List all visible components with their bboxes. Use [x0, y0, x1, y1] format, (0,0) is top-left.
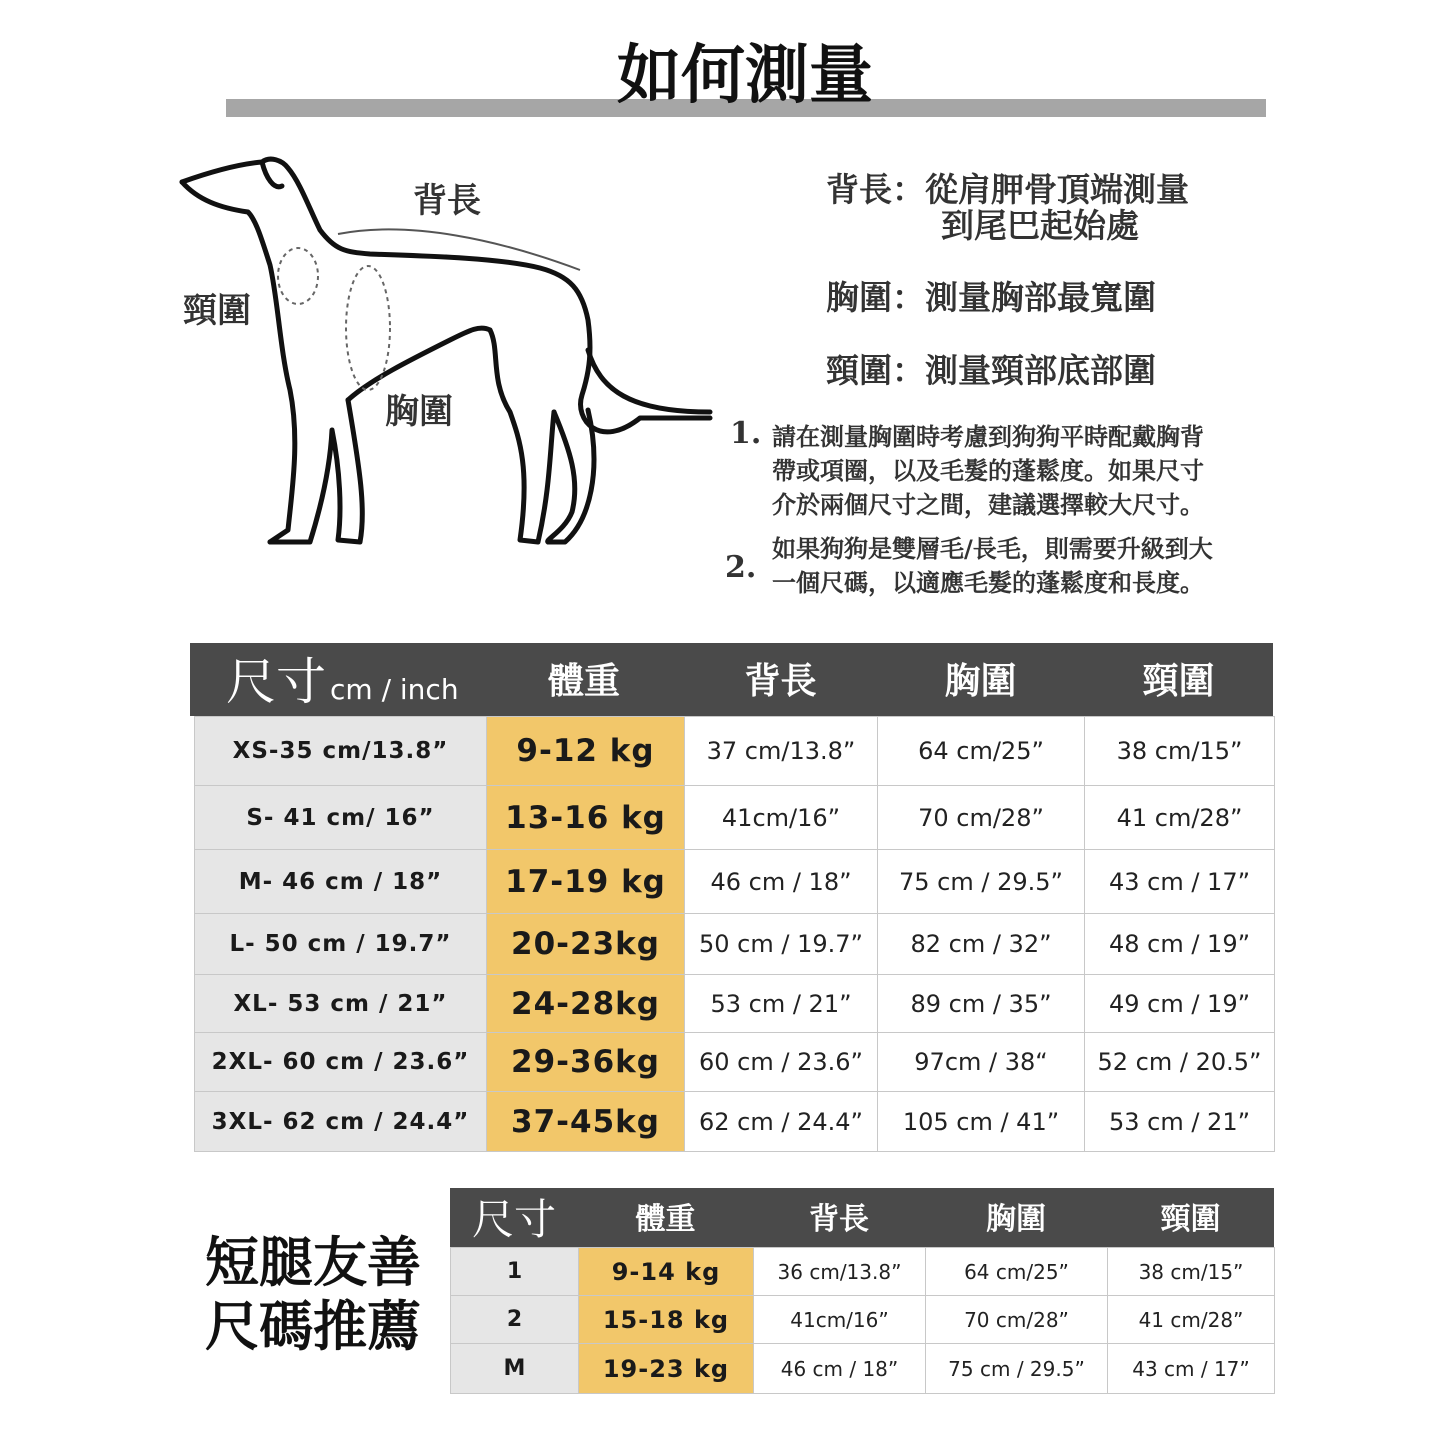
- neck-cell: 43 cm / 17”: [1108, 1344, 1275, 1394]
- chest-cell: 89 cm / 35”: [878, 975, 1085, 1033]
- back-cell: 60 cm / 23.6”: [685, 1033, 878, 1092]
- short-leg-title-line1: 短腿友善: [205, 1230, 421, 1294]
- short-leg-title-line2: 尺碼推薦: [205, 1294, 421, 1358]
- definition-neck: [826, 353, 1156, 389]
- definition-label: 胸圍：: [826, 278, 925, 317]
- short-header-neck: 頸圍: [1160, 1202, 1221, 1237]
- size-table-header: [190, 643, 1273, 716]
- size-table-row: [195, 975, 1275, 1033]
- size-cell: S- 41 cm/ 16”: [195, 786, 487, 850]
- short-table-row: [451, 1248, 1275, 1296]
- chest-cell: 64 cm/25”: [926, 1248, 1108, 1296]
- back-cell: 41cm/16”: [754, 1296, 926, 1344]
- chest-cell: 105 cm / 41”: [878, 1092, 1085, 1152]
- weight-cell: 17-19 kg: [487, 850, 685, 914]
- definition-text: 測量頸部底部圍: [925, 351, 1156, 390]
- dog-label-back: 背長: [413, 181, 481, 221]
- neck-cell: 41 cm/28”: [1085, 786, 1275, 850]
- weight-cell: 9-14 kg: [579, 1248, 754, 1296]
- neck-cell: 48 cm / 19”: [1085, 914, 1275, 975]
- note-line: 介於兩個尺寸之間，建議選擇較大尺寸。: [772, 491, 1204, 519]
- chest-cell: 82 cm / 32”: [878, 914, 1085, 975]
- neck-cell: 49 cm / 19”: [1085, 975, 1275, 1033]
- note-2: [772, 532, 1213, 600]
- size-cell: 3XL- 62 cm / 24.4”: [195, 1092, 487, 1152]
- note-line: 帶或項圈，以及毛髮的蓬鬆度。如果尺寸: [772, 457, 1204, 485]
- header-neck: 頸圍: [1142, 661, 1215, 702]
- size-table-row: [195, 1033, 1275, 1092]
- weight-cell: 24-28kg: [487, 975, 685, 1033]
- note-line: 一個尺碼，以適應毛髮的蓬鬆度和長度。: [772, 569, 1204, 597]
- definition-chest: [826, 280, 1156, 316]
- back-cell: 53 cm / 21”: [685, 975, 878, 1033]
- short-table-row: [451, 1296, 1275, 1344]
- neck-cell: 43 cm / 17”: [1085, 850, 1275, 914]
- back-cell: 36 cm/13.8”: [754, 1248, 926, 1296]
- neck-cell: 53 cm / 21”: [1085, 1092, 1275, 1152]
- header-size: [190, 643, 484, 716]
- short-header-back: 背長: [809, 1202, 869, 1237]
- header-size-label: 尺寸: [226, 653, 326, 711]
- chest-cell: 97cm / 38“: [878, 1033, 1085, 1092]
- weight-cell: 37-45kg: [487, 1092, 685, 1152]
- note-number: 2.: [725, 550, 757, 585]
- weight-cell: 20-23kg: [487, 914, 685, 975]
- definition-back-line2: 到尾巴起始處: [941, 206, 1139, 245]
- size-cell: XS-35 cm/13.8”: [195, 717, 487, 786]
- back-cell: 46 cm / 18”: [754, 1344, 926, 1394]
- weight-cell: 15-18 kg: [579, 1296, 754, 1344]
- dog-label-neck: 頸圍: [183, 291, 251, 331]
- back-cell: 46 cm / 18”: [685, 850, 878, 914]
- size-table-row: [195, 850, 1275, 914]
- definition-label: 背長：: [826, 170, 925, 209]
- weight-cell: 19-23 kg: [579, 1344, 754, 1394]
- chest-cell: 70 cm/28”: [926, 1296, 1108, 1344]
- header-chest: 胸圍: [944, 661, 1017, 702]
- short-table-row: [451, 1344, 1275, 1394]
- size-cell: XL- 53 cm / 21”: [195, 975, 487, 1033]
- back-cell: 37 cm/13.8”: [685, 717, 878, 786]
- note-line: 如果狗狗是雙層毛/長毛，則需要升級到大: [772, 535, 1213, 563]
- back-cell: 62 cm / 24.4”: [685, 1092, 878, 1152]
- size-table-row: [195, 1092, 1275, 1152]
- short-leg-title: [205, 1230, 445, 1358]
- back-cell: 50 cm / 19.7”: [685, 914, 878, 975]
- header-unit: cm / inch: [330, 673, 459, 706]
- chest-cell: 75 cm / 29.5”: [926, 1344, 1108, 1394]
- neck-cell: 38 cm/15”: [1085, 717, 1275, 786]
- note-1: [772, 420, 1204, 522]
- page-title: 如何測量: [617, 38, 873, 113]
- short-table-header: [450, 1188, 1274, 1247]
- chest-cell: 64 cm/25”: [878, 717, 1085, 786]
- definition-label: 頸圍：: [826, 351, 925, 390]
- size-table-row: [195, 717, 1275, 786]
- header-back: 背長: [744, 661, 817, 702]
- neck-cell: 41 cm/28”: [1108, 1296, 1275, 1344]
- weight-cell: 9-12 kg: [487, 717, 685, 786]
- header-weight: 體重: [547, 661, 620, 702]
- definition-text: 測量胸部最寬圍: [925, 278, 1156, 317]
- definition-back: [826, 172, 1189, 208]
- chest-cell: 75 cm / 29.5”: [878, 850, 1085, 914]
- size-cell: M- 46 cm / 18”: [195, 850, 487, 914]
- size-cell: 2XL- 60 cm / 23.6”: [195, 1033, 487, 1092]
- short-header-chest: 胸圍: [986, 1202, 1046, 1237]
- neck-cell: 38 cm/15”: [1108, 1248, 1275, 1296]
- note-line: 請在測量胸圍時考慮到狗狗平時配戴胸背: [772, 423, 1204, 451]
- weight-cell: 29-36kg: [487, 1033, 685, 1092]
- short-header-weight: 體重: [635, 1202, 696, 1237]
- size-cell: 1: [451, 1248, 579, 1296]
- weight-cell: 13-16 kg: [487, 786, 685, 850]
- size-cell: 2: [451, 1296, 579, 1344]
- short-header-size: 尺寸: [471, 1195, 556, 1244]
- neck-cell: 52 cm / 20.5”: [1085, 1033, 1275, 1092]
- definition-text: 從肩胛骨頂端測量: [925, 170, 1189, 209]
- dog-label-chest: 胸圍: [385, 392, 453, 432]
- size-table-row: [195, 786, 1275, 850]
- back-cell: 41cm/16”: [685, 786, 878, 850]
- size-table-row: [195, 914, 1275, 975]
- note-number: 1.: [730, 416, 762, 451]
- chest-cell: 70 cm/28”: [878, 786, 1085, 850]
- short-size-table: [450, 1247, 1275, 1394]
- size-table: [194, 716, 1275, 1152]
- size-cell: M: [451, 1344, 579, 1394]
- size-cell: L- 50 cm / 19.7”: [195, 914, 487, 975]
